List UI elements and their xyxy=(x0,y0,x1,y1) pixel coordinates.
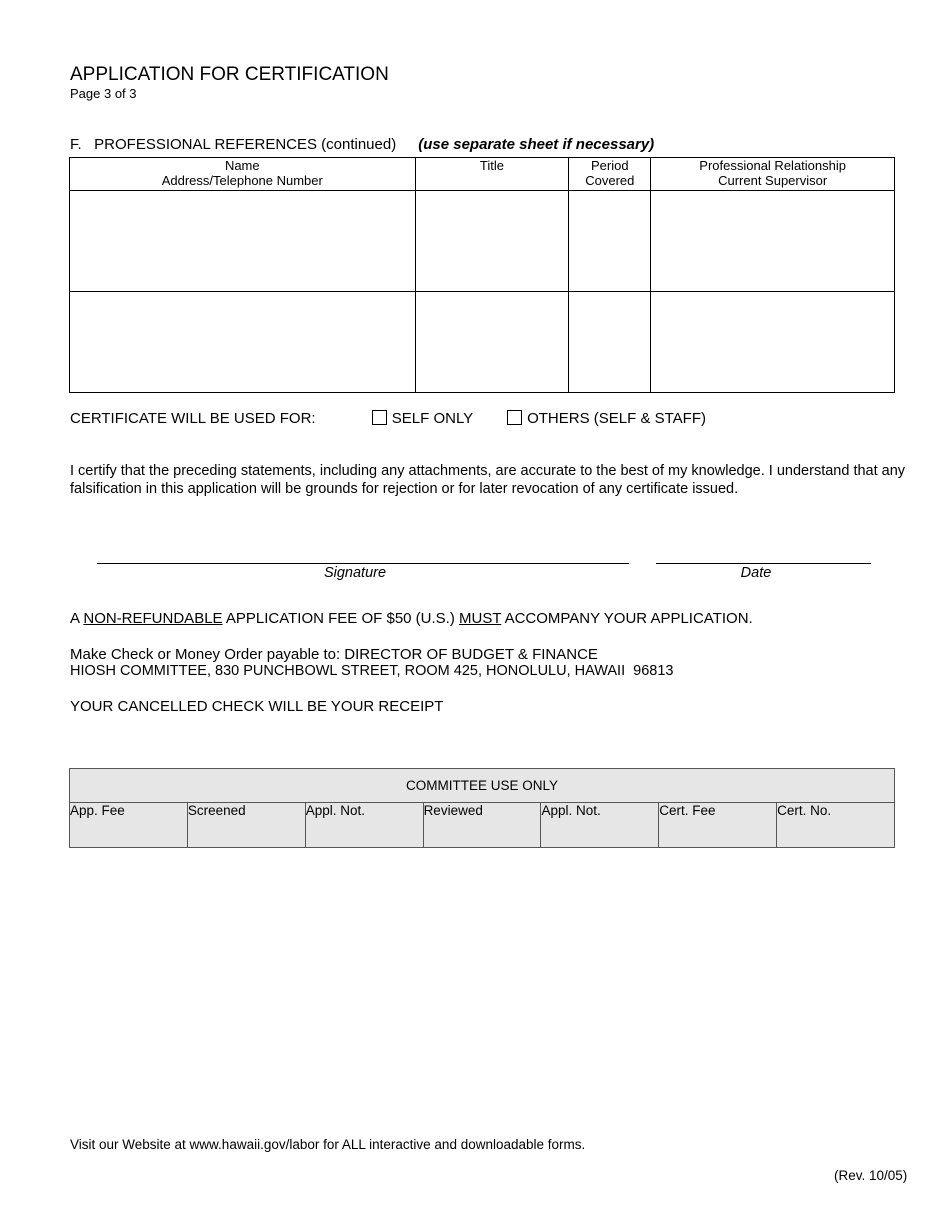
reference-name-cell[interactable] xyxy=(70,292,416,393)
reference-relationship-cell[interactable] xyxy=(651,191,895,292)
column-header-period: Period Covered xyxy=(569,158,651,191)
committee-field-appl-not-2: Appl. Not. xyxy=(541,803,659,848)
committee-field-appl-not: Appl. Not. xyxy=(305,803,423,848)
reference-relationship-cell[interactable] xyxy=(651,292,895,393)
column-header-title: Title xyxy=(415,158,569,191)
committee-field-screened: Screened xyxy=(187,803,305,848)
date-line[interactable] xyxy=(656,563,871,564)
page-title: APPLICATION FOR CERTIFICATION xyxy=(70,64,389,85)
self-only-label: SELF ONLY xyxy=(391,410,473,427)
page-number: Page 3 of 3 xyxy=(70,86,137,101)
reference-title-cell[interactable] xyxy=(415,191,569,292)
table-row xyxy=(70,191,895,292)
certification-statement: I certify that the preceding statements, including any attachments, are accurate to the best of my knowledge. I understand that any falsification in this application will be grounds for rejection or for later revocation of any certificate issued. xyxy=(70,463,906,497)
reference-name-cell[interactable] xyxy=(70,191,416,292)
certificate-use xyxy=(70,410,706,427)
others-option[interactable] xyxy=(507,410,706,427)
self-only-checkbox[interactable] xyxy=(372,410,387,425)
committee-use-table xyxy=(69,768,895,848)
table-row xyxy=(70,292,895,393)
committee-field-app-fee: App. Fee xyxy=(70,803,188,848)
committee-field-reviewed: Reviewed xyxy=(423,803,541,848)
committee-fields-row xyxy=(70,803,895,848)
must-text: MUST xyxy=(459,610,502,627)
payable-to: Make Check or Money Order payable to: DIRECTOR OF BUDGET & FINANCE xyxy=(70,646,598,663)
committee-field-cert-no: Cert. No. xyxy=(777,803,895,848)
committee-title: COMMITTEE USE ONLY xyxy=(70,769,895,803)
mailing-address: HIOSH COMMITTEE, 830 PUNCHBOWL STREET, ROOM 425, HONOLULU, HAWAII 96813 xyxy=(70,663,674,679)
certificate-use-label: CERTIFICATE WILL BE USED FOR: xyxy=(70,410,316,427)
receipt-note: YOUR CANCELLED CHECK WILL BE YOUR RECEIPT xyxy=(70,698,444,715)
references-header-row xyxy=(70,158,895,191)
column-header-relationship: Professional Relationship Current Supervisor xyxy=(651,158,895,191)
section-f-heading xyxy=(70,136,654,153)
reference-period-cell[interactable] xyxy=(569,292,651,393)
column-header-name: Name Address/Telephone Number xyxy=(70,158,416,191)
section-f-note: (use separate sheet if necessary) xyxy=(418,136,655,153)
signature-label: Signature xyxy=(323,565,387,581)
date-label: Date xyxy=(740,565,772,581)
website-note: Visit our Website at www.hawaii.gov/labor for ALL interactive and downloadable forms. xyxy=(70,1137,586,1152)
references-table xyxy=(69,157,895,393)
committee-field-cert-fee: Cert. Fee xyxy=(659,803,777,848)
non-refundable-text: NON-REFUNDABLE xyxy=(83,610,223,627)
reference-title-cell[interactable] xyxy=(415,292,569,393)
self-only-option[interactable] xyxy=(372,410,473,427)
section-f-title: F. PROFESSIONAL REFERENCES (continued) xyxy=(70,136,397,153)
revision-label: (Rev. 10/05) xyxy=(834,1168,908,1183)
others-checkbox[interactable] xyxy=(507,410,522,425)
reference-period-cell[interactable] xyxy=(569,191,651,292)
fee-notice: A NON-REFUNDABLE APPLICATION FEE OF $50 (U.S.) MUST ACCOMPANY YOUR APPLICATION. xyxy=(70,610,753,627)
others-label: OTHERS (SELF & STAFF) xyxy=(527,410,706,427)
signature-line[interactable] xyxy=(97,563,629,564)
